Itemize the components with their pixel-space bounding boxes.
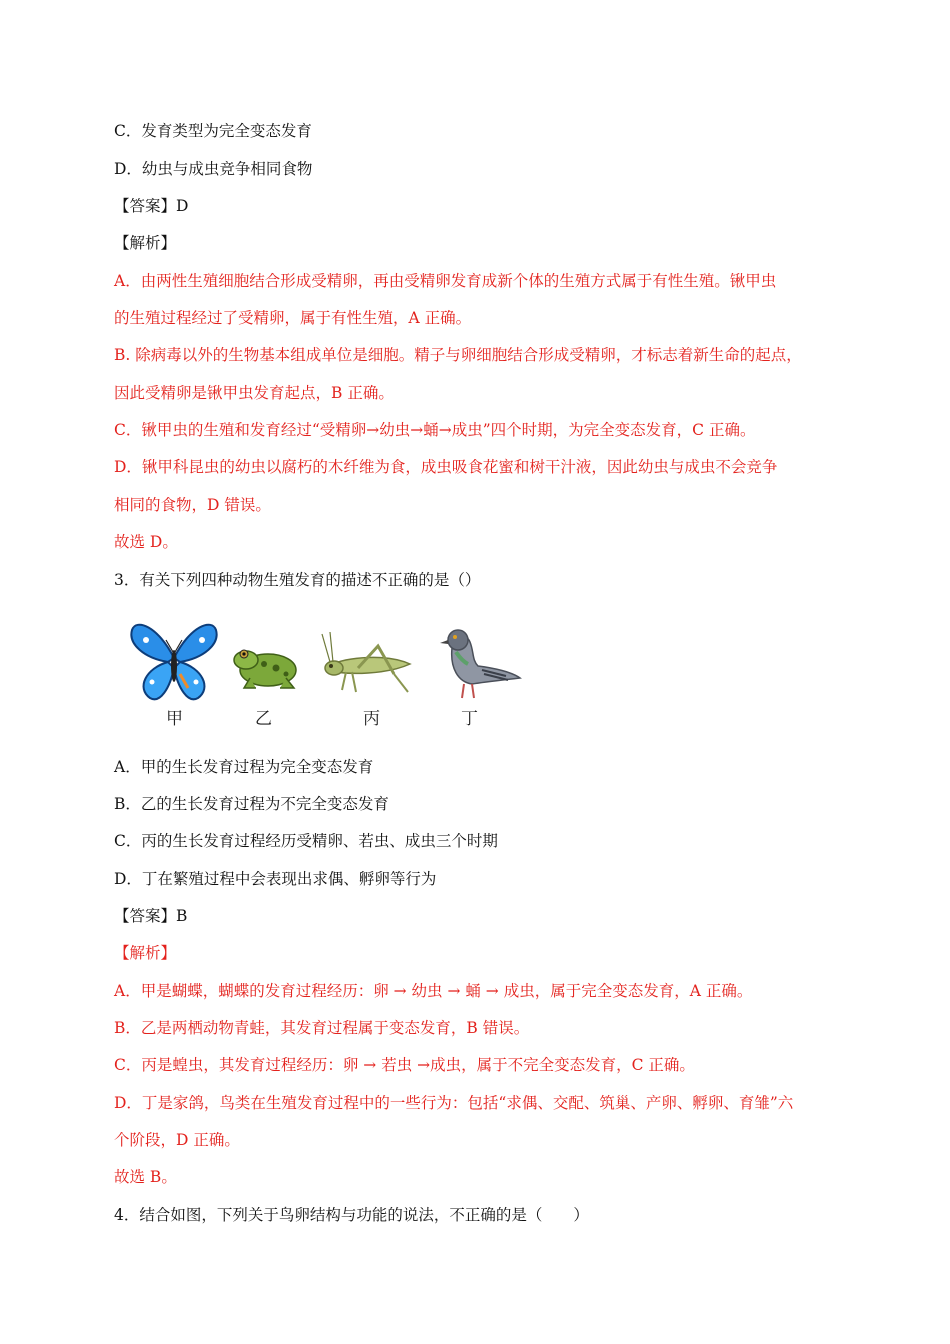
figure-label-yi: 乙 — [255, 709, 272, 729]
q3-option-b: B．乙的生长发育过程为不完全变态发育 — [114, 795, 389, 813]
q2-analysis-line: A．由两性生殖细胞结合形成受精卵，再由受精卵发育成新个体的生殖方式属于有性生殖。锹甲虫 — [114, 272, 777, 290]
q3-analysis-line: D．丁是家鸽，鸟类在生殖发育过程中的一些行为：包括“求偶、交配、筑巢、产卵、孵卵、育雏”六 — [114, 1094, 794, 1112]
animals-figure — [122, 616, 522, 729]
pigeon-icon — [432, 622, 522, 702]
figure-label-ding: 丁 — [461, 709, 478, 729]
q3-conclusion: 故选 B。 — [114, 1168, 177, 1186]
q2-option-d: D．幼虫与成虫竞争相同食物 — [114, 160, 313, 178]
grasshopper-icon — [318, 630, 416, 700]
q3-analysis-line: 个阶段，D 正确。 — [114, 1131, 240, 1149]
q3-analysis-line: B．乙是两栖动物青蛙，其发育过程属于变态发育，B 错误。 — [114, 1019, 530, 1037]
q2-option-c: C．发育类型为完全变态发育 — [114, 122, 312, 140]
q2-answer: 【答案】D — [114, 197, 189, 215]
butterfly-icon — [128, 618, 220, 704]
q3-option-a: A．甲的生长发育过程为完全变态发育 — [114, 758, 374, 776]
q3-analysis-line: A．甲是蝴蝶，蝴蝶的发育过程经历：卵 → 幼虫 → 蛹 → 成虫，属于完全变态发育，A 正确。 — [114, 982, 753, 1000]
q2-analysis-line: C．锹甲虫的生殖和发育经过“受精卵→幼虫→蛹→成虫”四个时期，为完全变态发育，C 正确。 — [114, 421, 756, 439]
q3-option-c: C．丙的生长发育过程经历受精卵、若虫、成虫三个时期 — [114, 832, 498, 850]
q2-analysis-line: 因此受精卵是锹甲虫发育起点，B 正确。 — [114, 384, 394, 402]
q4-stem: 4．结合如图，下列关于鸟卵结构与功能的说法，不正确的是（ ） — [114, 1206, 589, 1224]
figure-label-jia: 甲 — [166, 709, 183, 729]
q3-analysis-title: 【解析】 — [114, 944, 177, 962]
q2-analysis-line: 相同的食物，D 错误。 — [114, 496, 271, 514]
q2-analysis-line: D．锹甲科昆虫的幼虫以腐朽的木纤维为食，成虫吸食花蜜和树干汁液，因此幼虫与成虫不会竞争 — [114, 458, 778, 476]
frog-icon — [230, 638, 302, 692]
figure-label-bing: 丙 — [363, 709, 380, 729]
q2-analysis-line: B. 除病毒以外的生物基本组成单位是细胞。精子与卵细胞结合形成受精卵，才标志着新生命的起点， — [114, 346, 802, 364]
q2-analysis-line: 的生殖过程经过了受精卵，属于有性生殖，A 正确。 — [114, 309, 472, 327]
q3-option-d: D．丁在繁殖过程中会表现出求偶、孵卵等行为 — [114, 870, 437, 888]
q3-analysis-line: C．丙是蝗虫，其发育过程经历：卵 → 若虫 →成虫，属于不完全变态发育，C 正确。 — [114, 1056, 695, 1074]
q2-conclusion: 故选 D。 — [114, 533, 178, 551]
q3-stem: 3．有关下列四种动物生殖发育的描述不正确的是（） — [114, 571, 481, 589]
q2-analysis-title: 【解析】 — [114, 234, 177, 252]
q3-answer: 【答案】B — [114, 907, 188, 925]
